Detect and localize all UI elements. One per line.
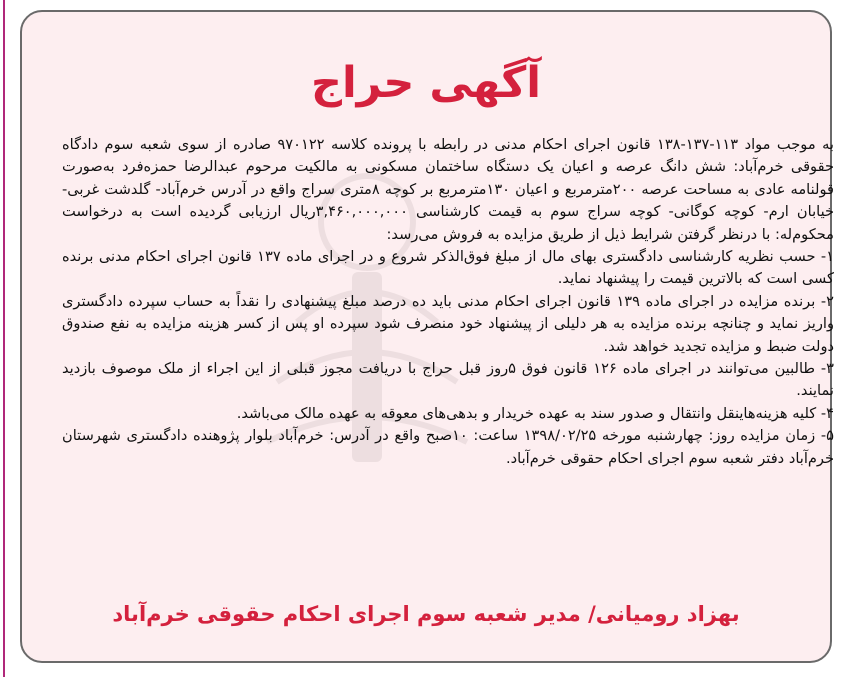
- page-edge-rule: [3, 0, 5, 677]
- notice-card: [20, 10, 835, 663]
- condition-4: ۴- کلیه هزینه‌هاینقل وانتقال و صدور سند به عهده خریدار و بدهی‌های معوقه به عهده مالک می‌باشد.: [236, 404, 834, 422]
- notice-signature: بهزاد رومیانی/ مدیر شعبه سوم اجرای احکام حقوقی خرم‌آباد: [112, 602, 740, 626]
- condition-2: ۲- برنده مزایده در اجرای ماده ۱۳۹ قانون اجرای احکام مدنی باید ده درصد مبلغ پیشنهادی را نقداً به حساب سپرده دادگستری واریز نماید و چنانچه برنده مزایده به هر دلیلی از پیشنهاد خود منصرف شود سپرده او پس از کسر هزینه مزایده به نفع صندوق دولت ضبط و مزایده تجدید خواهد شد.: [62, 292, 834, 355]
- notice-intro: به موجب مواد ۱۱۳-۱۳۷-۱۳۸ قانون اجرای احکام مدنی در رابطه با پرونده کلاسه ۹۷۰۱۲۲ صادره از سوی شعبه سوم دادگاه حقوقی خرم‌آباد: شش دانگ عرصه و اعیان یک دستگاه ساختمان مسکونی به مالکیت مرحوم عبدالرضا حمزه‌فرد به‌صورت قولنامه عادی به مساحت عرصه ۲۰۰مترمربع و اعیان ۱۳۰مترمربع بر کوچه ۸متری سراج واقع در آدرس خرم‌آباد- گلدشت غربی- خیابان ارم- کوچه کوگانی- کوچه سراج سوم به قیمت کارشناسی ۳,۴۶۰,۰۰۰,۰۰۰ریال ارزیابی گردیده است به درخواست محکوم‌له: با درنظر گرفتن شرایط ذیل از طریق مزایده به فروش می‌رسد:: [62, 136, 834, 243]
- condition-5: ۵- زمان مزایده روز: چهارشنبه مورخه ۱۳۹۸/۰۲/۲۵ ساعت: ۱۰صبح واقع در آدرس: خرم‌آباد بلوار پژوهنده دادگستری شهرستان خرم‌آباد دفتر شعبه سوم اجرای احکام حقوقی خرم‌آباد.: [62, 427, 834, 467]
- condition-3: ۳- طالبین می‌توانند در اجرای ماده ۱۲۶ قانون فوق ۵روز قبل حراج با دریافت مجوز قبلی از این اجراء از ملک موصوف بازدید نمایند.: [62, 360, 835, 400]
- condition-1: ۱- حسب نظریه کارشناسی دادگستری بهای مال از مبلغ فوق‌الذکر شروع و در اجرای ماده ۱۳۷ قانون اجرای احکام مدنی برنده کسی است که بالاترین قیمت را پیشنهاد نماید.: [62, 248, 835, 288]
- notice-title: آگهی حراج: [310, 58, 542, 108]
- notice-body: [62, 134, 834, 470]
